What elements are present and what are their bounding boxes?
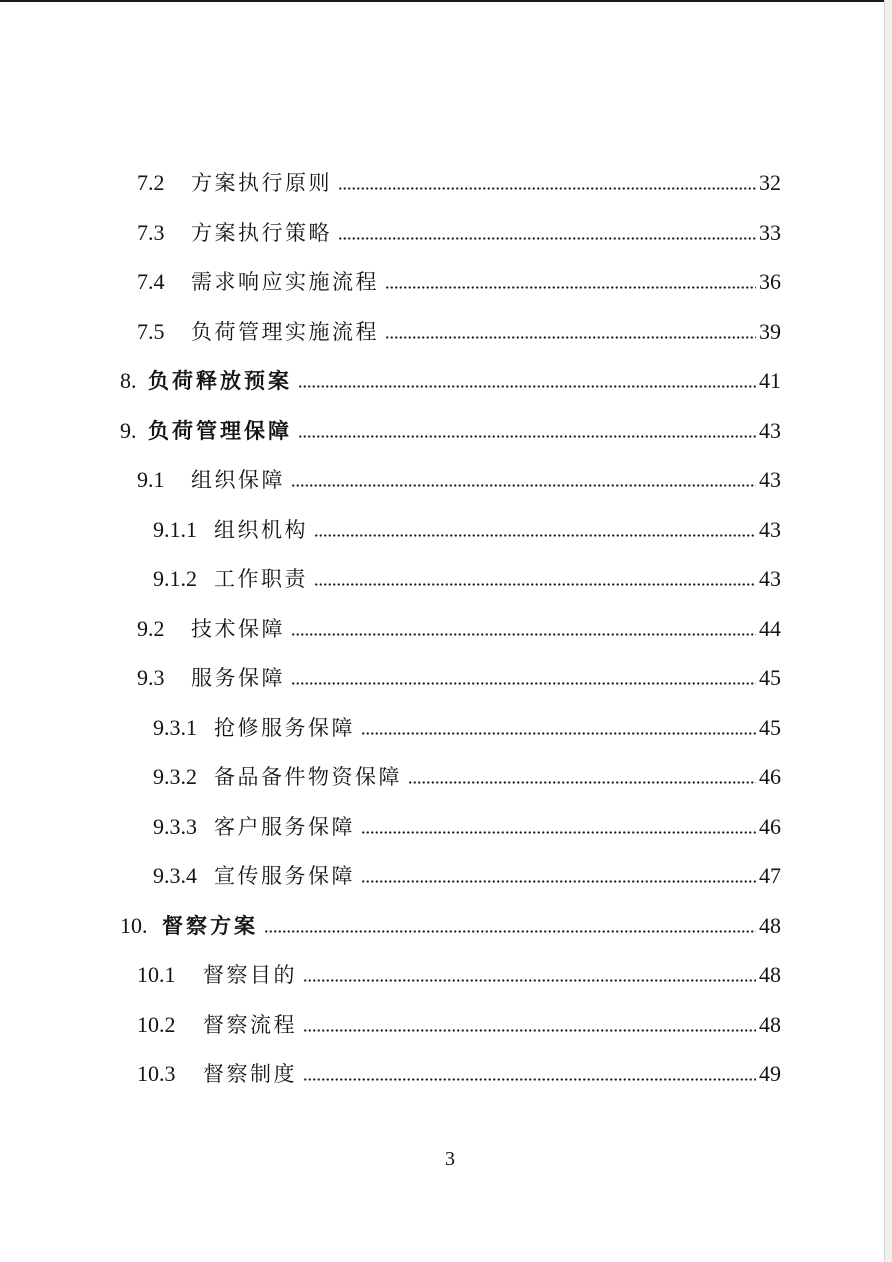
toc-title: 组织机构: [214, 517, 308, 542]
toc-page: 33: [759, 219, 781, 245]
toc-title: 抢修服务保障: [214, 715, 355, 740]
toc-entry: [0, 158, 892, 208]
toc-dot-leader: [385, 336, 756, 339]
toc-number: 10.3: [137, 1061, 176, 1086]
toc-page: 41: [759, 368, 781, 393]
toc-entry: [0, 802, 892, 852]
toc-title: 方案执行原则: [191, 171, 332, 195]
toc-page: 43: [759, 516, 781, 542]
toc-dot-leader: [264, 930, 756, 933]
toc-dot-leader: [298, 435, 756, 438]
toc-page: 48: [759, 962, 781, 987]
toc-number: 9.3.3: [153, 813, 197, 839]
toc-number: 9.3.1: [153, 714, 197, 740]
toc-number: 8.: [120, 368, 137, 393]
toc-page: 39: [759, 318, 781, 344]
toc-number: 9.3.2: [153, 764, 197, 789]
toc-dot-leader: [338, 187, 756, 190]
toc-entry: [0, 653, 892, 703]
page-top-rule: [0, 0, 884, 2]
toc-title: 宣传服务保障: [214, 864, 355, 888]
toc-title: 服务保障: [191, 666, 285, 690]
toc-dot-leader: [314, 534, 756, 537]
toc-entry: [0, 406, 892, 456]
toc-page: 48: [759, 912, 781, 938]
toc-dot-leader: [361, 880, 756, 883]
toc-dot-leader: [291, 484, 756, 487]
toc-title: 负荷管理保障: [148, 419, 292, 443]
toc-title: 督察方案: [162, 914, 258, 938]
page-number: 3: [445, 1148, 455, 1170]
toc-title: 工作职责: [214, 567, 308, 591]
toc-page: 49: [759, 1061, 781, 1086]
toc-dot-leader: [361, 732, 756, 735]
toc-number: 9.: [120, 417, 137, 443]
toc-page: 44: [759, 615, 781, 641]
toc-dot-leader: [303, 1078, 756, 1081]
toc-entry: [0, 554, 892, 604]
toc-entry: [0, 455, 892, 505]
toc-entry: [0, 1000, 892, 1050]
toc-number: 7.3: [137, 219, 165, 245]
toc-entry: [0, 901, 892, 951]
toc-dot-leader: [338, 237, 756, 240]
toc-page: 46: [759, 813, 781, 839]
toc-entry: [0, 307, 892, 357]
toc-number: 7.2: [137, 170, 165, 195]
table-of-contents: [0, 158, 892, 1099]
toc-dot-leader: [298, 385, 756, 388]
toc-number: 9.2: [137, 615, 165, 641]
toc-title: 督察制度: [203, 1062, 297, 1086]
toc-entry: [0, 703, 892, 753]
toc-title: 督察目的: [203, 963, 297, 987]
toc-title: 客户服务保障: [214, 814, 355, 839]
toc-entry: [0, 257, 892, 307]
toc-dot-leader: [385, 286, 756, 289]
toc-dot-leader: [303, 979, 756, 982]
toc-dot-leader: [291, 682, 756, 685]
toc-entry: [0, 950, 892, 1000]
toc-page: 32: [759, 170, 781, 195]
toc-title: 组织保障: [191, 468, 285, 492]
toc-dot-leader: [303, 1029, 756, 1032]
toc-number: 7.4: [137, 269, 165, 294]
toc-page: 47: [759, 863, 781, 888]
toc-number: 9.1.1: [153, 516, 197, 542]
toc-page: 43: [759, 417, 781, 443]
toc-dot-leader: [291, 633, 756, 636]
toc-dot-leader: [361, 831, 756, 834]
toc-number: 9.3: [137, 665, 165, 690]
toc-entry: [0, 208, 892, 258]
toc-title: 技术保障: [191, 616, 285, 641]
toc-title: 备品备件物资保障: [214, 765, 402, 789]
toc-dot-leader: [314, 583, 756, 586]
toc-title: 负荷管理实施流程: [191, 319, 379, 344]
toc-title: 督察流程: [203, 1012, 297, 1037]
toc-number: 9.1.2: [153, 566, 197, 591]
toc-page: 45: [759, 665, 781, 690]
toc-title: 方案执行策略: [191, 220, 332, 245]
toc-page: 45: [759, 714, 781, 740]
toc-number: 9.1: [137, 467, 165, 492]
toc-entry: [0, 851, 892, 901]
toc-number: 10.: [120, 912, 148, 938]
toc-page: 36: [759, 269, 781, 294]
toc-entry: [0, 356, 892, 406]
toc-page: 46: [759, 764, 781, 789]
toc-entry: [0, 505, 892, 555]
toc-title: 负荷释放预案: [148, 370, 292, 393]
toc-entry: [0, 752, 892, 802]
toc-number: 9.3.4: [153, 863, 197, 888]
toc-number: 10.2: [137, 1011, 176, 1037]
toc-dot-leader: [408, 781, 756, 784]
toc-page: 43: [759, 566, 781, 591]
toc-entry: [0, 604, 892, 654]
toc-page: 43: [759, 467, 781, 492]
toc-title: 需求响应实施流程: [191, 270, 379, 294]
toc-entry: [0, 1049, 892, 1099]
toc-number: 7.5: [137, 318, 165, 344]
toc-page: 48: [759, 1011, 781, 1037]
toc-number: 10.1: [137, 962, 176, 987]
